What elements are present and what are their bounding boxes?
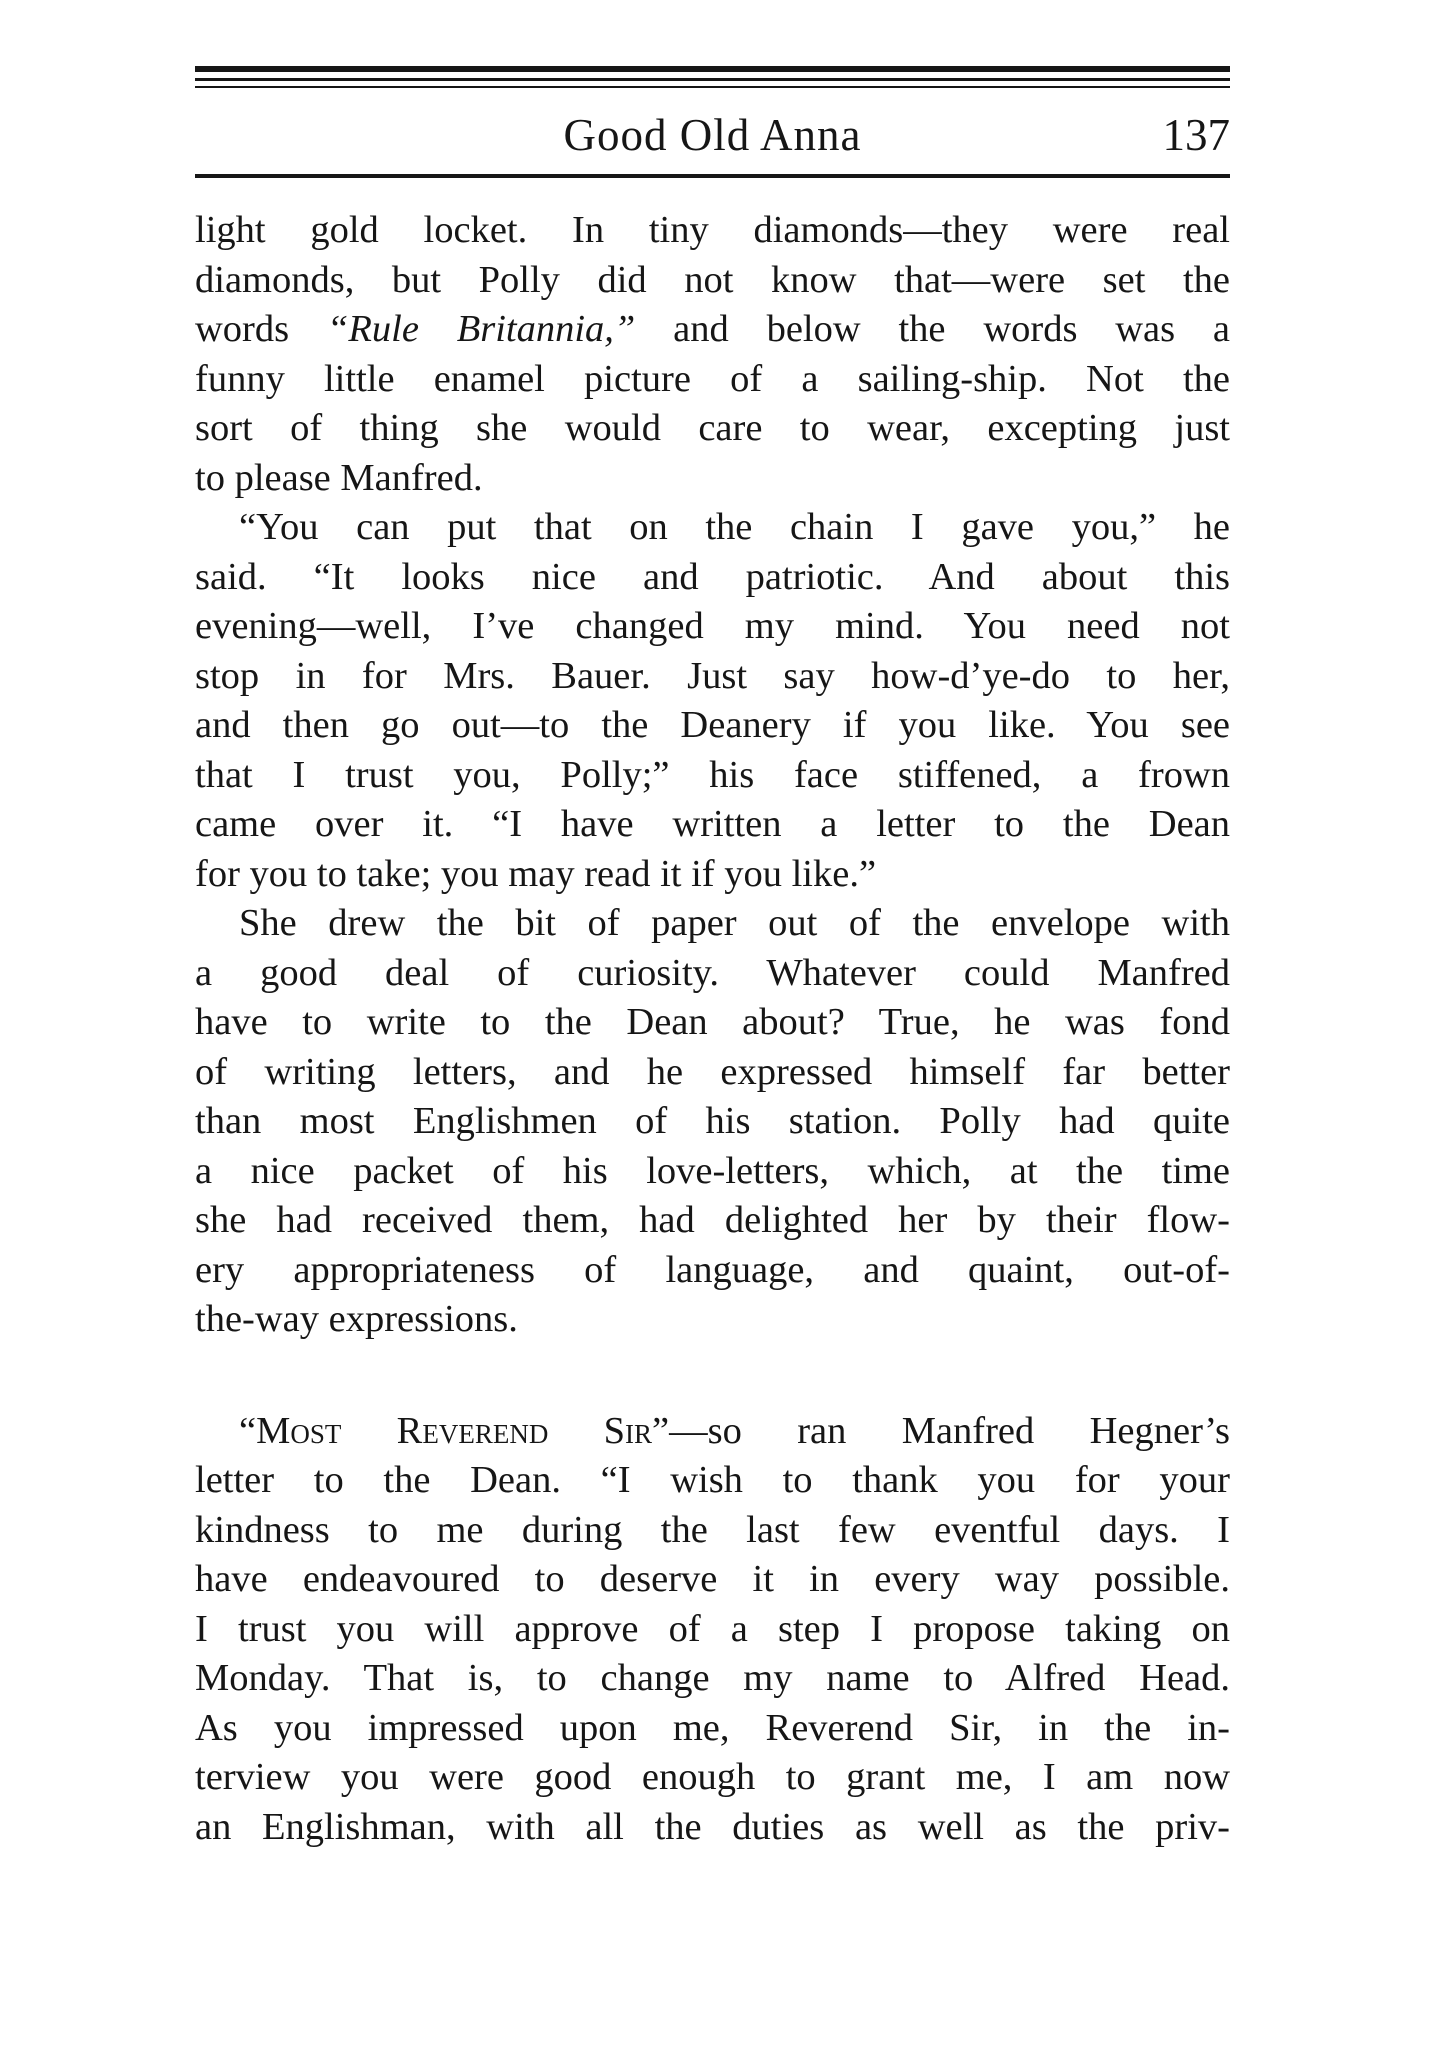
header-rule-middle [195,78,1230,81]
text-line: As you impressed upon me, Reverend Sir, in the in- [195,1706,1230,1749]
text-line: have endeavoured to deserve it in every way possible. [195,1558,1230,1600]
running-title: Good Old Anna [563,110,862,160]
text-line: to please Manfred. [195,456,483,499]
text-line: said. “It looks nice and patriotic. And about this [195,555,1230,598]
text-line: I trust you will approve of a step I propose taking on [195,1607,1230,1650]
page-number: 137 [1162,110,1230,160]
text-line: sort of thing she would care to wear, excepting just [195,407,1230,449]
text-fragment: words [195,308,290,350]
text-line: “You can put that on the chain I gave you,” he [239,506,1230,548]
text-line: a nice packet of his love-letters, which, at the time [195,1149,1230,1192]
text-line: letter to the Dean. “I wish to thank you for your [195,1459,1230,1501]
text-line: that I trust you, Polly;” his face stiffened, a frown [195,753,1230,796]
paragraph-2 [195,503,1230,899]
header-rule-thick [195,66,1230,72]
text-line: she had received them, had delighted her by their flow- [195,1199,1230,1241]
text-fragment: —so ran Manfred Hegner’s [669,1409,1230,1452]
text-line [195,305,1230,355]
text-line: a good deal of curiosity. Whatever could Manfred [195,951,1230,994]
text-line: came over it. “I have written a letter to the Dean [195,803,1230,845]
text-line: an Englishman, with all the duties as well as the priv- [195,1805,1230,1848]
section-break [195,1345,1230,1407]
paragraph-3 [195,899,1230,1345]
text-line: terview you were good enough to grant me, I am now [195,1756,1230,1798]
salutation: “Most Reverend Sir” [239,1409,670,1452]
text-line: light gold locket. In tiny diamonds—they were real [195,209,1230,251]
paragraph-1 [195,206,1230,503]
header-rule-bottom [195,174,1230,178]
text-line [195,1407,1230,1457]
paragraph-4-letter [195,1407,1230,1853]
text-line: She drew the bit of paper out of the envelope with [239,902,1230,944]
text-line: of writing letters, and he expressed himself far better [195,1050,1230,1093]
text-line: stop in for Mrs. Bauer. Just say how-d’ye-do to her, [195,654,1230,697]
text-line: for you to take; you may read it if you like.” [195,852,877,895]
text-line: funny little enamel picture of a sailing-ship. Not the [195,357,1230,400]
text-line: and then go out—to the Deanery if you like. You see [195,704,1230,746]
text-line: ery appropriateness of language, and quaint, out-of- [195,1248,1230,1291]
text-line: kindness to me during the last few eventful days. I [195,1508,1230,1551]
text-line: have to write to the Dean about? True, he was fond [195,1001,1230,1043]
body-text [195,206,1230,1852]
italic-title: “Rule Britannia,” [326,308,636,350]
text-line: than most Englishmen of his station. Polly had quite [195,1100,1230,1142]
header-rule-thin [195,86,1230,88]
text-line: the-way expressions. [195,1298,518,1340]
text-fragment: and below the words was a [673,308,1231,350]
text-line: diamonds, but Polly did not know that—were set the [195,258,1230,301]
running-head [195,100,1230,170]
text-line: evening—well, I’ve changed my mind. You need not [195,605,1230,647]
text-line: Monday. That is, to change my name to Alfred Head. [195,1657,1230,1699]
